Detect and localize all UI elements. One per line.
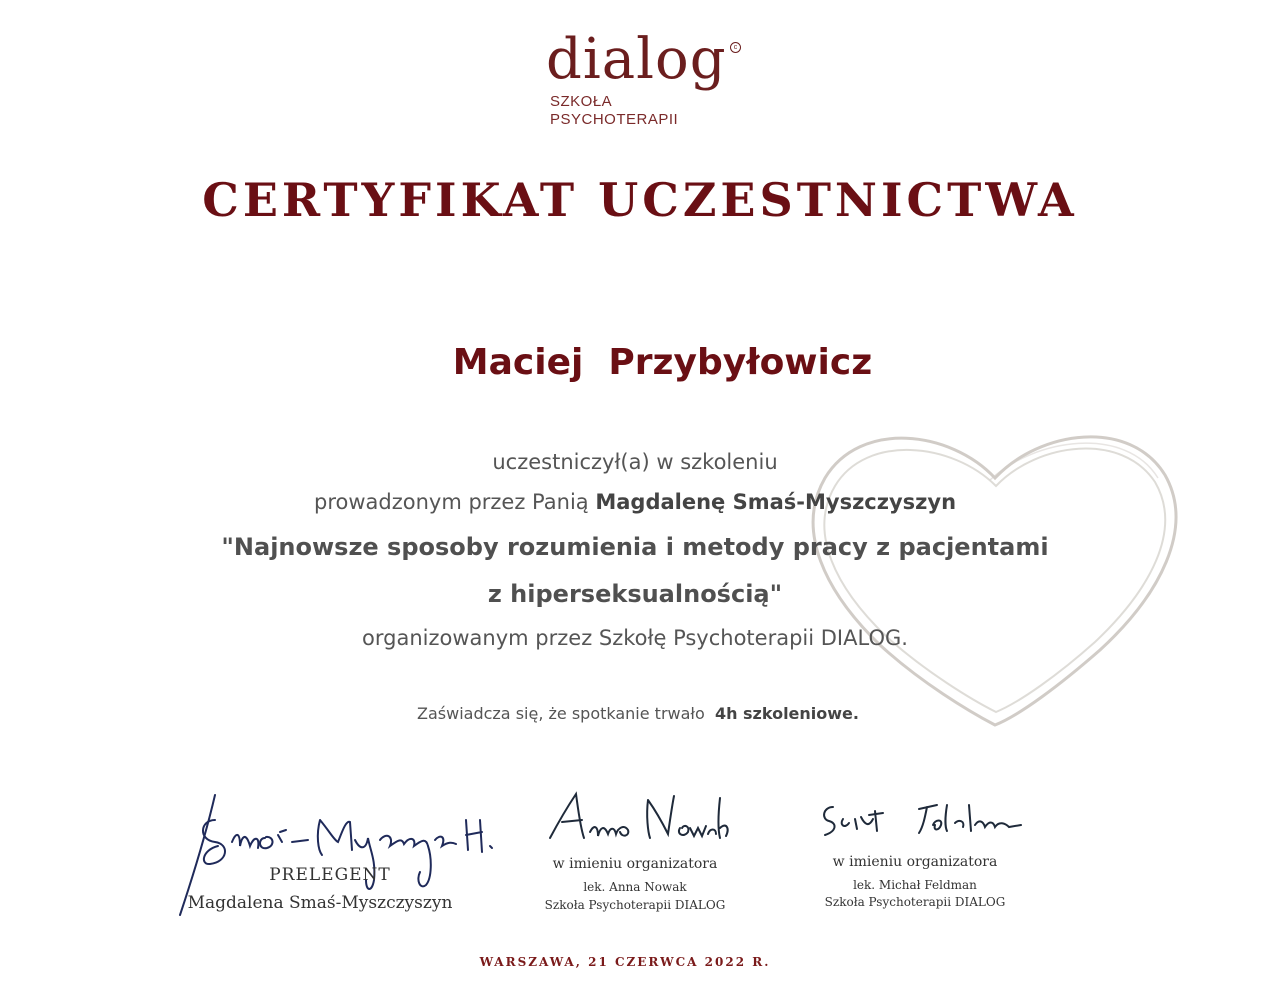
organizer-signature-nowak bbox=[540, 788, 730, 848]
duration-prefix: Zaświadcza się, że spotkanie trwało bbox=[417, 704, 705, 723]
lecturer-line bbox=[0, 488, 1270, 516]
duration-line bbox=[0, 702, 1276, 726]
participation-statement: uczestniczył(a) w szkoleniu bbox=[492, 450, 778, 474]
lecturer-role: PRELEGENT bbox=[269, 865, 391, 885]
duration-value: 4h szkoleniowe. bbox=[714, 704, 859, 723]
course-title-line1: "Najnowsze sposoby rozumienia i metody pracy z pacjentami bbox=[221, 533, 1049, 561]
organizer-org-1: Szkoła Psychoterapii DIALOG bbox=[544, 898, 726, 912]
organizer-name-1: lek. Anna Nowak bbox=[583, 880, 687, 894]
certificate-title: CERTYFIKAT UCZESTNICTWA bbox=[202, 173, 1078, 227]
lecturer-signatory-name: Magdalena Smaś-Myszczyszyn bbox=[187, 893, 453, 913]
organizer-role-2: w imieniu organizatora bbox=[832, 854, 998, 870]
logo-copyright-mark: c bbox=[730, 42, 741, 53]
logo-subtitle-line2: PSYCHOTERAPII bbox=[550, 111, 679, 128]
organizer-name-2: lek. Michał Feldman bbox=[853, 878, 977, 892]
lecturer-name: Magdalenę Smaś-Myszczyszyn bbox=[595, 490, 957, 514]
course-title-line2: z hiperseksualnością" bbox=[487, 580, 783, 608]
recipient-name: Maciej Przybyłowicz bbox=[452, 342, 873, 383]
organizer-org-2: Szkoła Psychoterapii DIALOG bbox=[824, 895, 1006, 909]
organizer-role-1: w imieniu organizatora bbox=[552, 856, 718, 872]
dialog-logo bbox=[540, 27, 750, 133]
logo-subtitle-line1: SZKOŁA bbox=[550, 93, 613, 110]
lecturer-prefix: prowadzonym przez Panią bbox=[313, 490, 589, 514]
organizer-line: organizowanym przez Szkołę Psychoterapii DIALOG. bbox=[362, 626, 908, 650]
logo-wordmark: dialog bbox=[546, 27, 727, 92]
organizer-signature-feldman bbox=[815, 795, 1025, 845]
place-and-date: WARSZAWA, 21 CZERWCA 2022 R. bbox=[479, 955, 771, 969]
